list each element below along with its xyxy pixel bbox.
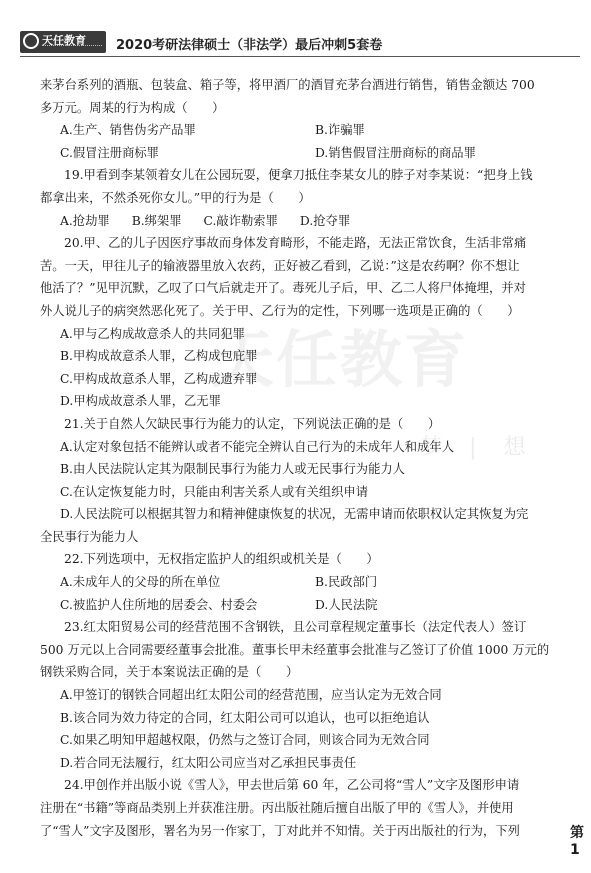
option-d: D.若合同无法履行，红太阳公司应当对乙承担民事责任 <box>60 755 357 770</box>
logo-text: 天任教育 <box>42 34 86 47</box>
option-c: C.如果乙明知甲超越权限，仍然与之签订合同，则该合同为无效合同 <box>60 733 430 748</box>
question-23-stem: 500 万元以上合同需要经董事会批准。董事长甲未经董事会批准与乙签订了价值 1000 万元的 <box>40 642 550 657</box>
option-d: D.销售假冒注册商标的商品罪 <box>315 145 476 160</box>
option-d: D.人民法院可以根据其智力和精神健康恢复的状况，无需申请而依职权认定其恢复为完 <box>60 507 529 522</box>
question-24-stem: 24.甲创作并出版小说《雪人》，甲去世后第 60 年，乙公司将“雪人”文字及图形申请 <box>64 778 520 793</box>
option-c: C.敲诈勒索罪 <box>203 213 278 228</box>
question-21-stem: 21.关于自然人欠缺民事行为能力的认定，下列说法正确的是（ ） <box>64 416 441 431</box>
question-23-stem: 23.红太阳贸易公司的经营范围不含钢铁，且公司章程规定董事长（法定代表人）签订 <box>64 620 527 635</box>
text-line: 多万元。周某的行为构成（ ） <box>40 100 225 115</box>
question-24-stem: 注册在“书籍”等商品类别上并获准注册。丙出版社随后擅自出版了甲的《雪人》，并使用 <box>40 801 514 815</box>
option-a: A.抢劫罪 <box>60 213 110 228</box>
question-22-stem: 22.下列选项中，无权指定监护人的组织或机关是（ ） <box>64 552 379 567</box>
option-b: B.由人民法院认定其为限制民事行为能力人或无民事行为能力人 <box>60 462 405 477</box>
question-23-stem: 钢铁采购合同，关于本案说法正确的是（ ） <box>40 665 299 680</box>
option-b: B.该合同为效力待定的合同，红太阳公司可以追认，也可以拒绝追认 <box>60 710 430 725</box>
option-a: A.生产、销售伪劣产品罪 <box>60 123 196 138</box>
page-header <box>20 33 580 55</box>
question-20-stem: 20.甲、乙的儿子因医疗事故而身体发育畸形，不能走路，无法正常饮食，生活非常痛 <box>64 236 527 251</box>
logo-decoration <box>42 45 102 49</box>
option-row <box>40 119 555 142</box>
option-a: A.未成年人的父母的所在单位 <box>60 575 221 590</box>
question-20-stem: 苦。一天，甲往儿子的输液器里放入农药，正好被乙看到，乙说：”这是农药啊？你不想让 <box>40 258 520 273</box>
option-d: D.甲构成故意杀人罪，乙无罪 <box>60 394 221 409</box>
option-a: A.甲签订的钢铁合同超出红太阳公司的经营范围，应当认定为无效合同 <box>60 688 442 703</box>
logo-emblem-icon <box>23 33 39 49</box>
option-a: A.甲与乙构成故意杀人的共同犯罪 <box>60 326 245 341</box>
option-b: B.诈骗罪 <box>315 123 365 138</box>
text-line: 来茅台系列的酒瓶、包装盒、箱子等，将甲酒厂的酒冒充茅台酒进行销售，销售金额达 700 <box>40 78 535 92</box>
brand-logo <box>20 31 106 53</box>
option-d: D.人民法院 <box>315 597 378 612</box>
option-c: C.假冒注册商标罪 <box>60 145 159 160</box>
watermark-sub: 梦 | 想 <box>420 435 536 460</box>
question-19-stem: 都拿出来，不然杀死你女儿。”甲的行为是（ ） <box>40 190 311 205</box>
option-c: C.被监护人住所地的居委会、村委会 <box>60 597 258 612</box>
question-20-stem: 外人说儿子的病突然恶化死了。关于甲、乙行为的定性，下列哪一选项是正确的（ ） <box>40 303 520 318</box>
option-b: B.甲构成故意杀人罪，乙构成包庇罪 <box>60 349 258 364</box>
page-number: 第 1 <box>570 825 584 858</box>
option-b: B.绑架罪 <box>131 213 182 228</box>
option-b: B.民政部门 <box>315 575 378 590</box>
option-c: C.在认定恢复能力时，只能由利害关系人或有关组织申请 <box>60 484 369 499</box>
option-row <box>40 210 555 233</box>
document-body <box>40 74 555 842</box>
option-row <box>40 142 555 165</box>
option-a: A.认定对象包括不能辨认或者不能完全辨认自己行为的未成年人和成年人 <box>60 439 454 454</box>
question-19-stem: 19.甲看到李某领着女儿在公园玩耍，便拿刀抵住李某女儿的脖子对李某说：“把身上钱 <box>64 168 533 183</box>
option-row <box>40 594 555 617</box>
option-row <box>40 571 555 594</box>
question-24-stem: 了“雪人”文字及图形，署名为另一作家丁，丁对此并不知情。关于丙出版社的行为，下列 <box>40 823 520 838</box>
option-c: C.甲构成故意杀人罪，乙构成遗弃罪 <box>60 371 258 386</box>
header-divider <box>20 56 580 57</box>
option-d: D.抢夺罪 <box>299 213 351 228</box>
option-d-continued: 全民事行为能力人 <box>40 529 139 544</box>
page-header-title: 2020考研法律硕士（非法学）最后冲刺5套卷 <box>116 38 383 53</box>
watermark: 天任教育 <box>212 323 469 396</box>
question-20-stem: 他活了？”见甲沉默，乙叹了口气后就走开了。毒死儿子后，甲、乙二人将尸体掩埋，并对 <box>40 281 526 296</box>
